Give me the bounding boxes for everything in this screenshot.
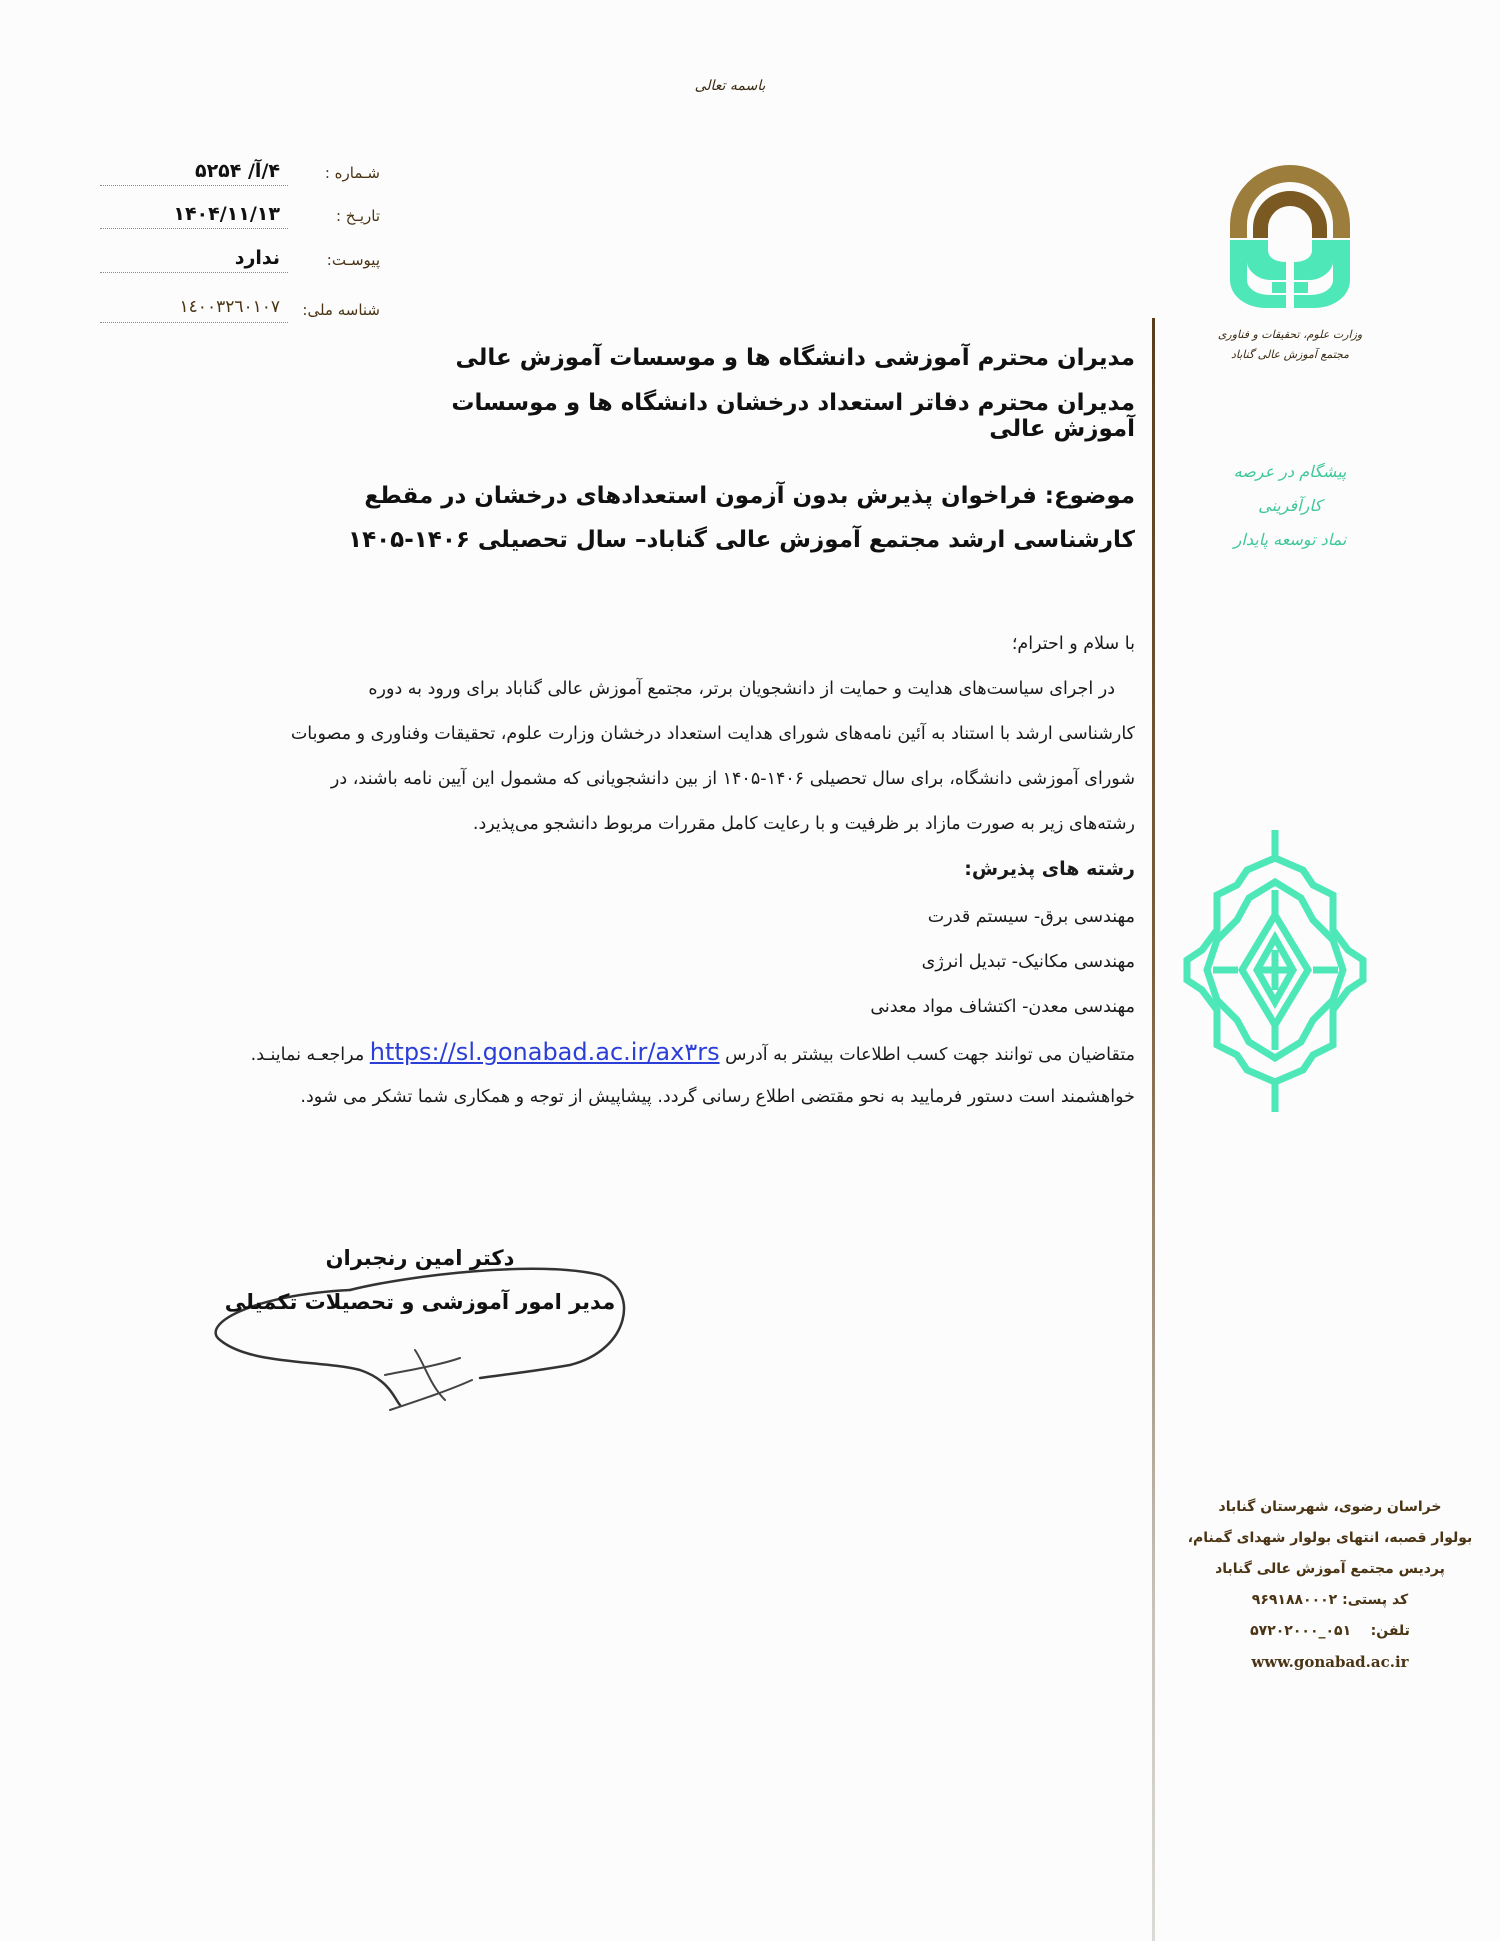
ministry-caption <box>1210 325 1370 365</box>
slogan-line: نماد توسعه پایدار <box>1233 530 1347 549</box>
letter-number-label: شـماره : <box>324 164 380 182</box>
letter-date-row <box>100 203 380 233</box>
basmala-heading: باسمه تعالی <box>694 78 766 94</box>
body-line: رشته‌های زیر به صورت مازاد بر ظرفیت و با رعایت کامل مقررات مربوط دانشجو می‌پذیرد. <box>472 814 1135 834</box>
signatory-name: دکتر امین رنجبران <box>325 1246 515 1270</box>
info-prefix: متقاضیان می توانند جهت کسب اطلاعات بیشتر به آدرس <box>725 1045 1135 1065</box>
attachment-value: ندارد <box>234 247 280 269</box>
institution-address <box>1160 1492 1500 1678</box>
national-id-row <box>100 297 380 327</box>
attachment-row <box>100 247 380 277</box>
address-line: بولوار قصبه، انتهای بولوار شهدای گمنام، <box>1187 1530 1473 1546</box>
address-line: پردیس مجتمع آموزش عالی گناباد <box>1215 1561 1445 1577</box>
postal-code-line <box>1160 1585 1500 1616</box>
website-link[interactable]: www.gonabad.ac.ir <box>1251 1653 1409 1671</box>
dotted-line <box>100 322 288 323</box>
body-line: کارشناسی ارشد با استناد به آئین نامه‌های شورای هدایت استعداد درخشان وزارت علوم، تحقیقات وفناوری و مصوبات <box>290 724 1135 744</box>
field-item: مهندسی برق- سیستم قدرت <box>927 907 1135 927</box>
info-line <box>145 1030 1135 1078</box>
phone-label: تلفن: <box>1370 1623 1410 1639</box>
info-link[interactable]: https://sl.gonabad.ac.ir/ax۳rs <box>369 1038 720 1066</box>
vertical-divider <box>1152 318 1155 1941</box>
dotted-line <box>100 228 288 229</box>
dotted-line <box>100 185 288 186</box>
letter-date-value: ۱۴۰۴/۱۱/۱۳ <box>173 203 280 225</box>
body-line: شورای آموزشی دانشگاه، برای سال تحصیلی ۱۴۰۶-۱۴۰۵ از بین دانشجویانی که مشمول این آیین نامه باشند، در <box>330 769 1135 789</box>
university-logo-icon <box>1220 150 1360 310</box>
national-id-label: شناسه ملی: <box>302 301 380 319</box>
letter-number-value: ۴/آ/ ۵۲۵۴ <box>194 160 280 182</box>
geometric-ornament-icon <box>1183 820 1368 1120</box>
letter-number-row <box>100 160 380 190</box>
phone-value: ۰۵۱_۵۷۲۰۲۰۰۰ <box>1250 1623 1352 1639</box>
greeting: با سلام و احترام؛ <box>1011 634 1135 654</box>
signature-block <box>210 1200 630 1420</box>
body-line: در اجرای سیاست‌های هدایت و حمایت از دانشجویان برتر، مجتمع آموزش عالی گناباد برای ورود به دوره <box>368 679 1115 699</box>
phone-line <box>1160 1616 1500 1647</box>
slogan-line: پیشگام در عرصه کارآفرینی <box>1233 462 1347 515</box>
postal-code-label: کد پستی: <box>1342 1592 1409 1608</box>
letter-subject: موضوع: فراخوان پذیرش بدون آزمون استعدادهای درخشان در مقطع کارشناسی ارشد مجتمع آموزش عالی گناباد– سال تحصیلی ۱۴۰۶-۱۴۰۵ <box>348 483 1135 553</box>
field-item: مهندسی معدن- اکتشاف مواد معدنی <box>870 997 1135 1017</box>
info-suffix: مراجعـه نماینـد. <box>250 1045 365 1065</box>
attachment-label: پیوسـت: <box>326 251 380 269</box>
letter-date-label: تاریـخ : <box>335 207 380 225</box>
address-line: خراسان رضوی، شهرستان گناباد <box>1218 1499 1442 1515</box>
ministry-line: وزارت علوم، تحقیقات و فناوری <box>1217 328 1363 341</box>
field-item: مهندسی مکانیک- تبدیل انرژی <box>921 952 1135 972</box>
national-id-value: ١٤٠٠٣٢٦٠١٠٧ <box>179 297 280 317</box>
signatory-title: مدیر امور آموزشی و تحصیلات تکمیلی <box>224 1290 616 1314</box>
addressee-line: مدیران محترم آموزشی دانشگاه ها و موسسات آموزش عالی <box>455 345 1135 371</box>
fields-heading: رشته های پذیرش: <box>964 858 1135 880</box>
addressee-line: مدیران محترم دفاتر استعداد درخشان دانشگاه ها و موسسات آموزش عالی <box>451 390 1135 442</box>
postal-code-value: ۹۶۹۱۸۸۰۰۰۲ <box>1251 1592 1338 1608</box>
ministry-line: مجتمع آموزش عالی گناباد <box>1230 348 1350 361</box>
closing-line: خواهشمند است دستور فرمایید به نحو مقتضی اطلاع رسانی گردد. پیشاپیش از توجه و همکاری شما تشکر می شود. <box>300 1087 1135 1107</box>
dotted-line <box>100 272 288 273</box>
slogan <box>1210 455 1370 557</box>
